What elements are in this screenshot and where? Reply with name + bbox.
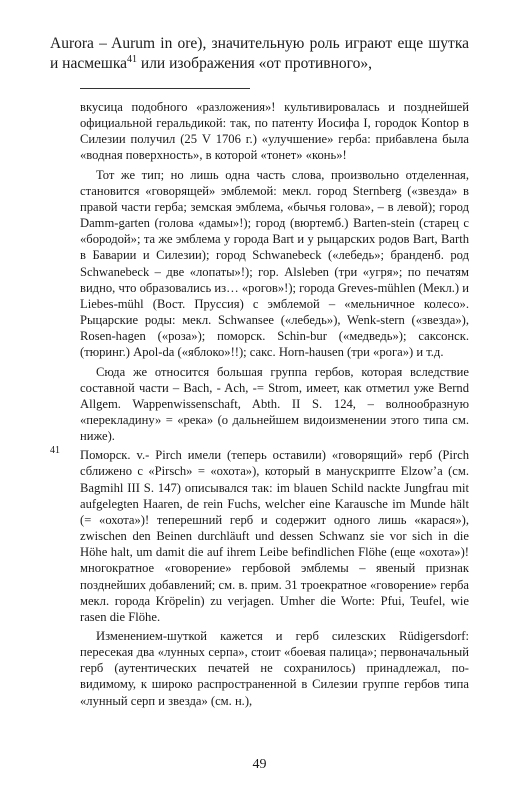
- page-number: 49: [252, 757, 267, 772]
- page-body: [50, 34, 469, 712]
- note-paragraph-2: Тот же тип; но лишь одна часть слова, произвольно отделенная, становится «говорящей» эмблемой: мекл. город Sternberg («звезда» в правой части герба; земская эмблема, «бычья голова», – в левой); город Damm-garten (голова «дамы»!); город (вюртемб.) Barten-stein (старец с «бородой»; та же эмблема у города Bart и у рыцарских родов Bart, Barth в Баварии и Силезии); город Schwanebeck («лебедь»; бранденб. род Schwanebeck – две «лопаты»!); гор. Alsleben (три «угря»; по печатям видно, что образовались из… «рогов»!); города Greves-mühlen (Мекл.) и Liebes-mühl (Вост. Пруссия) с эмблемой – «мельничное колесо». Рыцарские роды: мекл. Schwansee («лебедь»), Wenk-stern («звезда»), Rosen-hagen («роза»); поморск. Schin-bur («медведь»); саксонск. (тюринг.) Apol-da («яблоко»!!); сакс. Horn-hausen (три «рога») и т.д.: [80, 167, 469, 360]
- footnote-marker: 41: [50, 445, 60, 457]
- main-text-end: или изображения «от противного»,: [137, 55, 372, 72]
- note-paragraph-3: Сюда же относится большая группа гербов, которая вследствие составной части – Bach, - Ach, -= Strom, имеет, как отметил уже Bernd Allgem. Wappenwissenschaft, Abth. II S. 124, – волнообразную «перекладину» = «река» (о дальнейшем видоизменении этого типа см. ниже).: [80, 364, 469, 444]
- footnote-separator: [80, 88, 250, 89]
- note-paragraph-1: вкусица подобного «разложения»! культивировалась и позднейшей официальной геральдикой: так, по патенту Иосифа I, городок Kontop в Силезии получил (25 V 1706 г.) «улучшение» герба: прибавлена была «водная поверхность», в которой «тонет» «конь»!: [80, 100, 469, 163]
- footnote-41: [50, 447, 469, 709]
- main-text-start: Aurora – Aurum in ore), значительную роль играют еще шутка и насмешка: [50, 35, 469, 72]
- main-paragraph: [50, 34, 469, 74]
- footnote-41-paragraph-2: Изменением-шуткой кажется и герб силезских Rüdigersdorf: пересекая два «лунных серпа», стоит «боевая палица»; первоначальный герб (аутентических печатей не сохранилось) принадлежал, по-видимому, к широко распространенной в Силезии группе гербов типа «лунный серп и звезда» (см. н.),: [80, 629, 469, 708]
- footnote-continuation: [50, 99, 469, 444]
- footnote-41-paragraph-1: Поморск. v.- Pirch имели (теперь оставили) «говорящий» герб (Pirch сближено с «Pirsch» = «охота»), который в манускрипте Elzow’a (см. Bagmihl III S. 147) описывался так: im blauen Schild nackte Jungfrau mit aufgelegten Haaren, de rein Fuchs, welcher eine Karausche im Munde hält (= «охота»)! теперешний герб и содержит одного лишь «карася»), zwischen den Beinen durchläuft und dessen Schwanz sie vor sich in die Höhe halt, um damit die auf ihrem Leibe befindlichen Flöhe (еще «охота»)! многократное «говорение» гербовой эмблемы – явеный признак позднейших добавлений; см. в. прим. 31 троекратное «говорение» герба мекл. города Kröpelin) zu verjagen. Umher die Worte: Pfui, Teufel, wie rasen die Flöhe.: [80, 448, 469, 624]
- footnote-reference-41[interactable]: 41: [127, 53, 138, 65]
- footnotes-section: [50, 99, 469, 709]
